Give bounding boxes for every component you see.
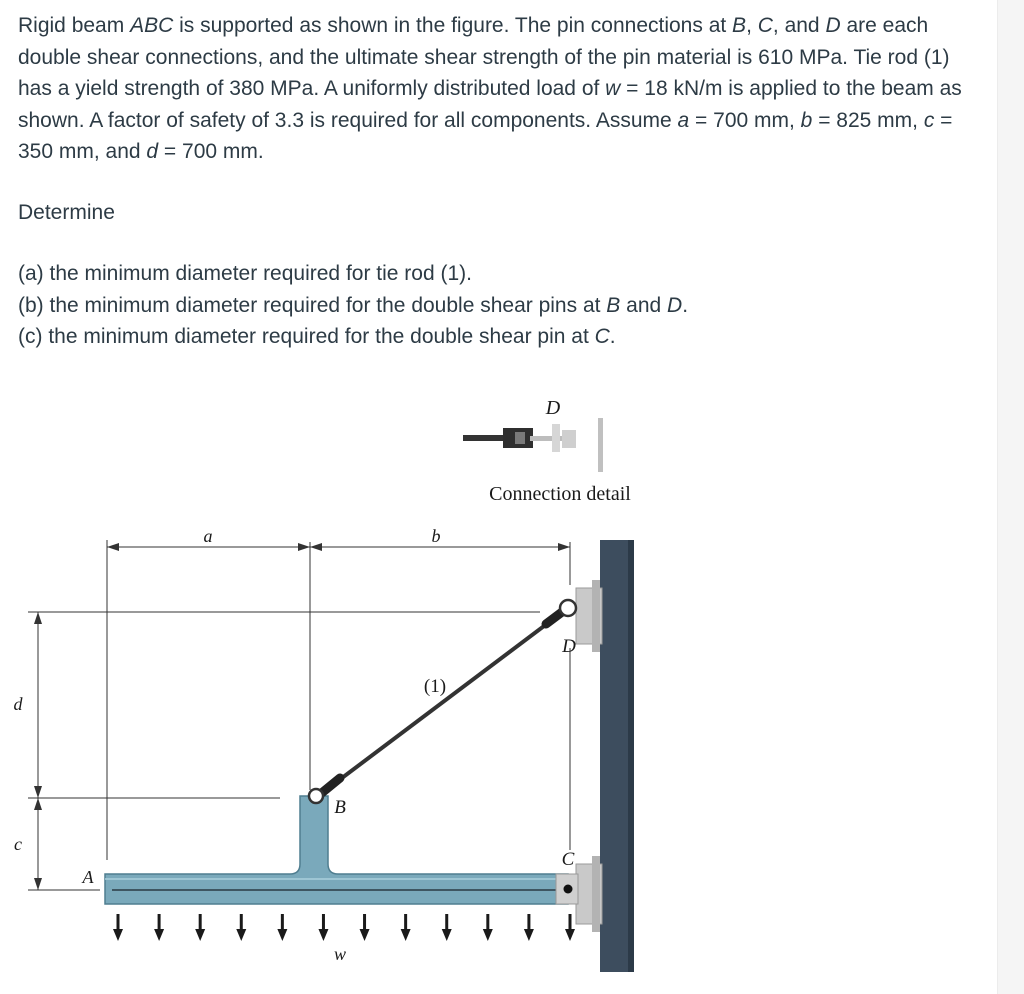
beam-figure <box>0 380 700 980</box>
pin-c <box>564 885 573 894</box>
variable-text: C <box>757 14 773 37</box>
point-d-label: D <box>562 636 576 657</box>
detail-bracket <box>598 418 603 472</box>
problem-statement <box>18 10 978 353</box>
bracket-c <box>576 856 602 932</box>
variable-text: B <box>732 14 747 37</box>
text-segment: (a) the minimum diameter required for tie rod (1). <box>18 262 472 285</box>
variable-text: d <box>146 140 159 163</box>
text-segment: = 700 mm, <box>689 108 801 132</box>
pin-d <box>560 600 576 616</box>
right-scroll-gutter <box>997 0 1024 994</box>
text-segment: are each double shear connections, and the ultimate shear strength of the pin material is 610 MPa. Tie rod (1) has a yield strength of 380 MPa. A uniformly distributed load of <box>18 14 950 100</box>
load-arrow <box>360 914 370 941</box>
bracket-d <box>576 580 602 652</box>
text-segment: = 825 mm, <box>812 108 924 132</box>
text-segment: = 700 mm. <box>158 140 264 163</box>
text-segment: . <box>682 293 689 317</box>
text-segment: = 18 kN/m is applied to the beam as shown. A factor of safety of 3.3 is required for all components. Assume <box>18 77 962 132</box>
dim-c-label: c <box>14 834 22 854</box>
variable-text: a <box>677 108 690 132</box>
load-arrow <box>483 914 493 941</box>
detail-rod <box>463 435 503 441</box>
dim-d-label: d <box>13 694 23 714</box>
part-c <box>18 321 978 353</box>
determine-label: Determine <box>18 200 115 224</box>
load-w-label: w <box>333 944 347 964</box>
dimensions <box>28 540 570 890</box>
text-segment: (b) the minimum diameter required for the double shear pins at <box>18 293 607 317</box>
load-arrow <box>565 914 575 941</box>
variable-text: ABC <box>130 14 174 37</box>
part-a <box>18 258 978 290</box>
variable-text: c <box>923 108 935 132</box>
load-arrow <box>195 914 205 941</box>
text-segment: (c) the minimum diameter required for the double shear pin at <box>18 325 595 348</box>
connection-caption: Connection detail <box>489 483 631 505</box>
load-arrow <box>277 914 287 941</box>
variable-text: B <box>606 293 621 317</box>
text-segment: and <box>620 293 668 317</box>
text-segment: = 350 mm, and <box>18 108 953 163</box>
variable-text: D <box>825 14 841 37</box>
problem-intro <box>18 10 978 168</box>
load-arrow <box>113 914 123 941</box>
load-arrow <box>318 914 328 941</box>
load-arrow <box>442 914 452 941</box>
variable-text: b <box>800 108 813 132</box>
text-segment: , and <box>772 14 826 37</box>
point-a-label: A <box>82 867 94 887</box>
text-segment: Rigid beam <box>18 14 131 37</box>
beam-diagram <box>0 380 700 980</box>
variable-text: C <box>594 325 610 348</box>
dim-b-label: b <box>431 526 441 546</box>
dim-a-label: a <box>203 526 213 546</box>
text-segment: , <box>746 14 758 37</box>
point-c-label: C <box>561 849 575 870</box>
load-arrow <box>524 914 534 941</box>
load-arrow <box>236 914 246 941</box>
part-b <box>18 290 978 322</box>
connection-detail <box>463 397 631 505</box>
text-segment: . <box>609 325 616 348</box>
distributed-load-arrows <box>113 914 575 941</box>
point-b-label: B <box>334 797 346 818</box>
tie-rod <box>318 608 568 796</box>
pin-b <box>309 789 323 803</box>
load-arrow <box>401 914 411 941</box>
variable-text: w <box>605 77 621 100</box>
text-segment: is supported as shown in the figure. The pin connections at <box>173 14 733 37</box>
variable-text: D <box>667 293 683 317</box>
tie-rod-label: (1) <box>423 676 447 697</box>
connection-d-label: D <box>545 397 561 419</box>
load-arrow <box>154 914 164 941</box>
